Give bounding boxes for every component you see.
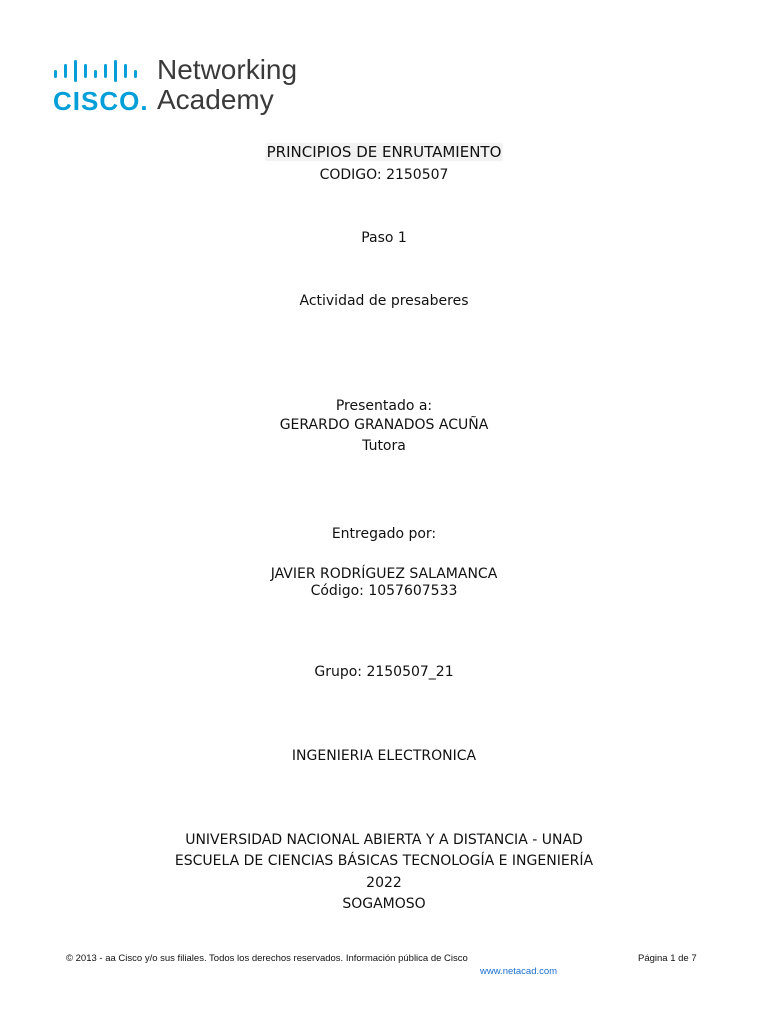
step-label: Paso 1 <box>361 230 407 246</box>
footer-page-number: Página 1 de 7 <box>638 953 697 964</box>
netacad-link[interactable]: www.netacad.com <box>480 966 558 977</box>
logo-networking-text: Networking <box>157 54 298 85</box>
tutor-role: Tutora <box>362 438 406 454</box>
school-name: ESCUELA DE CIENCIAS BÁSICAS TECNOLOGÍA E INGENIERÍA <box>174 853 594 869</box>
cisco-bars-icon <box>52 58 142 84</box>
course-title: PRINCIPIOS DE ENRUTAMIENTO <box>266 143 502 161</box>
cisco-networking-academy-logo <box>52 54 312 118</box>
tutor-name: GERARDO GRANADOS ACUÑA <box>279 417 489 433</box>
delivered-by-label: Entregado por: <box>331 526 437 542</box>
logo-academy-text: Academy <box>157 84 274 115</box>
student-code: Código: 1057607533 <box>310 583 458 599</box>
activity-title: Actividad de presaberes <box>299 293 469 309</box>
student-name: JAVIER RODRÍGUEZ SALAMANCA <box>270 566 498 582</box>
course-code: CODIGO: 2150507 <box>319 167 449 183</box>
footer-copyright: © 2013 - aa Cisco y/o sus filiales. Todos los derechos reservados. Información pública de Cisco <box>66 953 468 964</box>
year: 2022 <box>366 875 402 891</box>
cisco-wordmark: CISCO. <box>53 86 149 116</box>
program-name: INGENIERIA ELECTRONICA <box>291 748 477 764</box>
group-label: Grupo: 2150507_21 <box>314 664 454 680</box>
city: SOGAMOSO <box>342 896 426 912</box>
university-name: UNIVERSIDAD NACIONAL ABIERTA Y A DISTANCIA - UNAD <box>185 832 583 848</box>
presented-to-label: Presentado a: <box>335 398 433 414</box>
